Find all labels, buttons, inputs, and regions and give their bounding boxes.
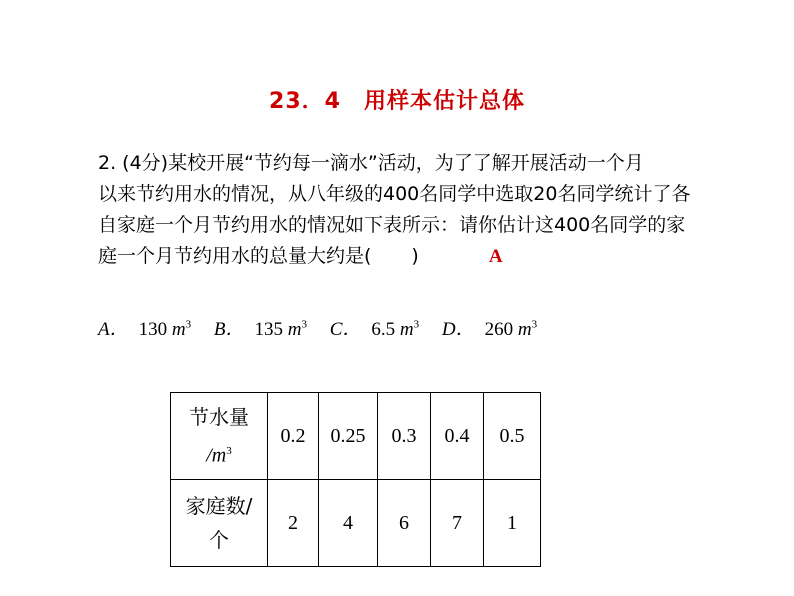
table-header-water [171,393,268,480]
option-d-sup: 3 [531,318,538,331]
header-water-unit-text: /m [206,444,227,467]
option-a-letter: A． [98,319,129,340]
option-c-unit: m [399,319,414,340]
question-line-4 [98,241,738,272]
option-c-letter: C． [329,319,362,340]
table-cell: 2 [268,480,319,567]
answer-letter: A [488,246,503,267]
header-water-label: 节水量 [189,404,249,429]
close-paren: ) [411,245,419,267]
answer-options [98,314,555,341]
table-cell: 1 [484,480,541,567]
header-families-unit: 个 [209,528,229,552]
option-a-sup: 3 [185,318,192,331]
option-c [330,314,419,341]
table-row-families [171,480,541,567]
option-a [98,314,191,341]
water-saving-table [170,392,541,567]
table-cell: 0.4 [431,393,484,480]
option-c-value: 6.5 [371,319,400,340]
table-cell: 0.5 [484,393,541,480]
option-b-letter: B． [213,319,245,340]
page-title: 23．4 用样本估计总体 [269,89,525,114]
table-cell: 0.25 [319,393,378,480]
option-b-value: 135 [254,319,288,340]
option-b-unit: m [287,319,302,340]
question-text [98,148,738,272]
header-water-unit [171,434,267,473]
table-cell: 7 [431,480,484,567]
question-line-3: 自家庭一个月节约用水的情况如下表所示：请你估计这400名同学的家 [98,214,686,236]
table-cell: 0.3 [378,393,431,480]
option-c-sup: 3 [413,318,420,331]
option-d-value: 260 [484,319,518,340]
table-cell: 4 [319,480,378,567]
option-d [442,314,537,341]
table-cell: 0.2 [268,393,319,480]
option-a-unit: m [171,319,186,340]
table-cell: 6 [378,480,431,567]
option-d-letter: D． [441,319,475,340]
option-b-sup: 3 [301,318,307,331]
option-a-value: 130 [138,319,172,340]
option-d-unit: m [517,319,532,340]
question-line-4-text: 庭一个月节约用水的总量大约是( [98,245,372,267]
question-line-2: 以来节约用水的情况，从八年级的400名同学中选取20名同学统计了各 [98,183,691,205]
option-b [214,314,307,341]
header-water-unit-sup: 3 [226,444,232,457]
question-line-1: 2. (4分)某校开展“节约每一滴水”活动，为了了解开展活动一个月 [98,152,644,174]
table-row-water [171,393,541,480]
header-families-label: 家庭数/ [185,494,253,518]
table-header-families [171,480,268,567]
